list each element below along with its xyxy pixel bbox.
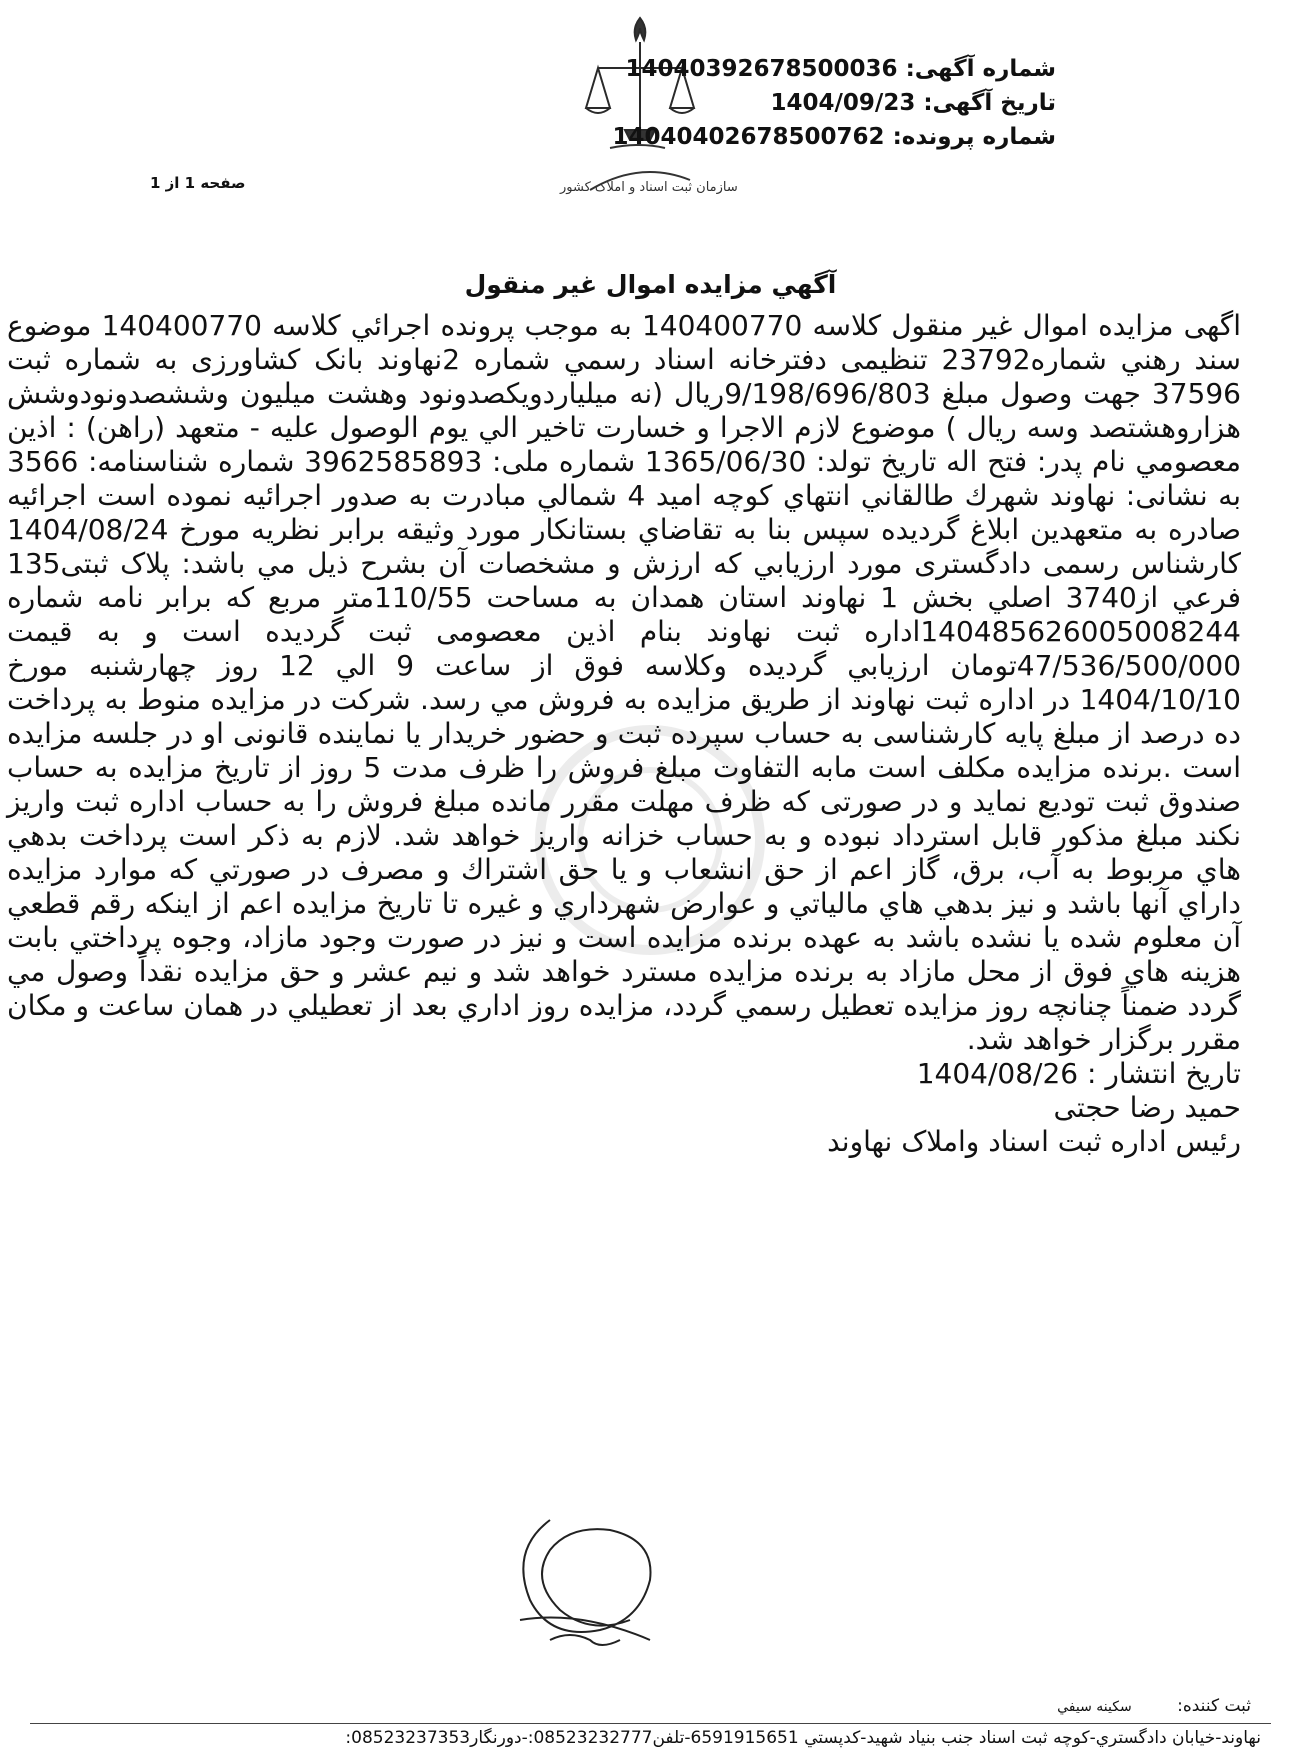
page-title: آگهي مزايده اموال غير منقول xyxy=(464,270,837,299)
ad-number-row xyxy=(612,52,1056,86)
file-number-label: شماره پرونده: xyxy=(892,124,1056,150)
registrar xyxy=(1057,1696,1251,1716)
publish-date: تاريخ انتشار : 1404/08/26 xyxy=(916,1057,1241,1090)
registrar-name: سکينه سيفي xyxy=(1057,1699,1132,1715)
ad-meta xyxy=(612,52,1056,154)
ad-number: 14040392678500036 xyxy=(625,56,898,82)
ad-number-label: شماره آگهی: xyxy=(905,56,1056,82)
ad-date-label: تاریخ آگهی: xyxy=(923,90,1056,116)
footer-address: نهاوند-خيابان دادگستري-كوچه ثبت اسناد جنب بنياد شهيد-كدپستي 6591915651-تلفن08523232777:-دورنگار08523237353: xyxy=(345,1728,1261,1748)
registrar-label: ثبت کننده: xyxy=(1177,1696,1251,1716)
signer-name: حميد رضا حجتی xyxy=(1053,1091,1241,1124)
signer-title: رئيس اداره ثبت اسناد واملاک نهاوند xyxy=(827,1125,1241,1158)
ad-date-row xyxy=(612,86,1056,120)
notice-paragraph: اگهی مزایده اموال غیر منقول کلاسه 140400770 به موجب پرونده اجرائي كلاسه 140400770 موضوع سند رهني شماره23792 تنظيمی دفترخانه اسناد رسمي شماره 2نهاوند بانک کشاورزی به شماره ثبت 37596 جهت وصول مبلغ 9/198/696/803ريال (نه ميلياردويكصدونود وهشت ميليون وششصدونودوشش هزاروهشتصد وسه ريال ) موضوع لازم الاجرا و خسارت تاخير الي يوم الوصول عليه - متعهد (راهن) : اذين معصومي نام پدر: فتح اله تاريخ تولد: 1365/06/30 شماره ملی: 3962585893 شماره شناسنامه: 3566 به نشانی: نهاوند شهرك طالقاني انتهاي كوچه اميد 4 شمالي مبادرت به صدور اجرائيه نموده است اجرائيه صادره به متعهدين ابلاغ گرديده سپس بنا به تقاضاي بستانكار مورد وثيقه برابر نظريه مورخ 1404/08/24 کارشناس رسمی دادگستری مورد ارزيابي كه ارزش و مشخصات آن بشرح ذيل مي باشد: پلاک ثبتی135 فرعي از3740 اصلي بخش 1 نهاوند استان همدان به مساحت 110/55متر مربع كه برابر نامه شماره 140485626005008244اداره ثبت نهاوند بنام اذين معصومی ثبت گرديده است و به قيمت 47/536/500/000تومان ارزيابي گرديده وكلاسه فوق از ساعت 9 الي 12 روز چهارشنبه مورخ 1404/10/10 در اداره ثبت نهاوند از طريق مزايده به فروش مي رسد. شرکت در مزايده منوط به پرداخت ده درصد از مبلغ پايه کارشناسی به حساب سپرده ثبت و حضور خريدار يا نماينده قانونی او در جلسه مزايده است .برنده مزايده مکلف است مابه التفاوت مبلغ فروش را ظرف مدت 5 روز از تاريخ مزايده به حساب صندوق ثبت توديع نمايد و در صورتی که ظرف مهلت مقرر مانده مبلغ فروش را به حساب اداره ثبت واريز نکند مبلغ مذکور قابل استرداد نبوده و به حساب خزانه واريز خواهد شد. لازم به ذکر است پرداخت بدهي هاي مربوط به آب، برق، گاز اعم از حق انشعاب و يا حق اشتراك و مصرف در صورتي كه موارد مزايده داراي آنها باشد و نيز بدهي هاي مالياتي و عوارض شهرداري و غيره تا تاريخ مزايده اعم از اينكه رقم قطعي آن معلوم شده يا نشده باشد به عهده برنده مزايده است و نيز در صورت وجود مازاد، وجوه پرداختي بابت هزينه هاي فوق از محل مازاد به برنده مزايده مسترد خواهد شد و نيم عشر و حق مزايده نقداً وصول مي گردد ضمناً چنانچه روز مزايده تعطيل رسمي گردد، مزايده روز اداري بعد از تعطيلي در همان ساعت و مكان مقرر برگزار خواهد شد. xyxy=(7,309,1242,1056)
ad-date: 1404/09/23 xyxy=(770,90,916,116)
emblem-caption: سازمان ثبت اسناد و املاک کشور xyxy=(560,180,738,195)
page-indicator: صفحه 1 از 1 xyxy=(150,174,246,192)
file-number-row xyxy=(612,120,1056,154)
file-number: 14040402678500762 xyxy=(612,124,885,150)
notice-body xyxy=(7,309,1241,1159)
footer-divider xyxy=(30,1723,1271,1724)
signature xyxy=(490,1480,680,1680)
